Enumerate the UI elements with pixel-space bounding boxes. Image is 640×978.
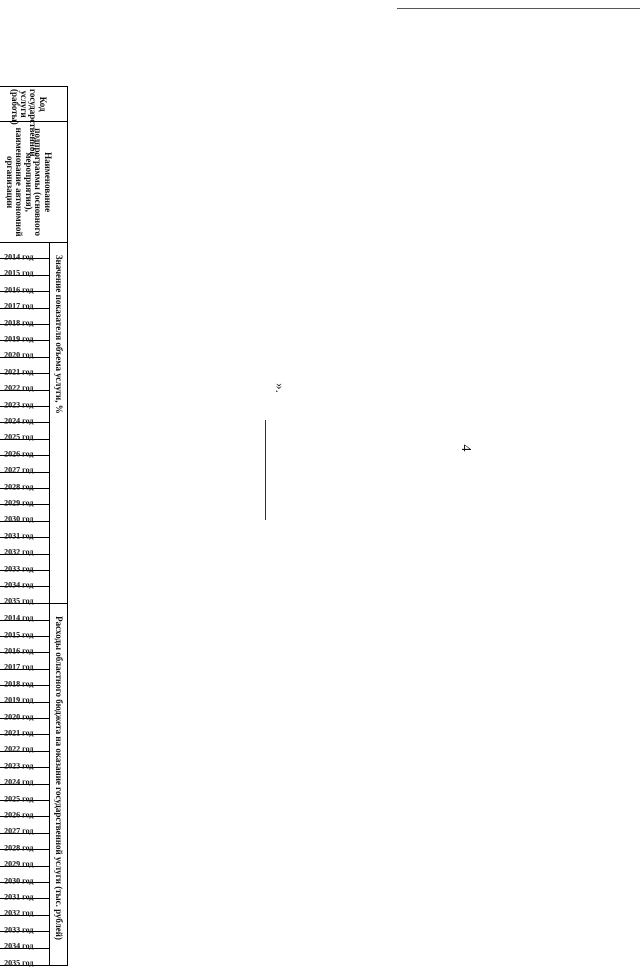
services-table [0, 86, 68, 966]
year-label: 2029 год [4, 498, 34, 508]
year-label: 2032 год [4, 908, 34, 918]
volume-year-header [0, 242, 50, 262]
year-label: 2035 год [4, 596, 34, 606]
year-label: 2031 год [4, 892, 34, 902]
year-label: 2033 год [4, 925, 34, 935]
year-label: 2020 год [4, 712, 34, 722]
year-label: 2032 год [4, 547, 34, 557]
year-label: 2024 год [4, 777, 34, 787]
year-label: 2027 год [4, 465, 34, 475]
header-volume-group: Значение показателя объема услуги, % [50, 242, 68, 603]
year-label: 2019 год [4, 334, 34, 344]
year-label: 2031 год [4, 531, 34, 541]
year-label: 2029 год [4, 859, 34, 869]
year-label: 2014 год [4, 252, 34, 262]
year-label: 2019 год [4, 695, 34, 705]
year-label: 2016 год [4, 285, 34, 295]
expense-year-header [0, 915, 50, 935]
year-label: 2024 год [4, 416, 34, 426]
year-label: 2023 год [4, 761, 34, 771]
year-label: 2030 год [4, 876, 34, 886]
year-label: 2026 год [4, 810, 34, 820]
year-label: 2035 год [4, 958, 34, 968]
year-label: 2016 год [4, 646, 34, 656]
year-label: 2017 год [4, 662, 34, 672]
year-label: 2021 год [4, 367, 34, 377]
header-name: Наименование подпрограммы (основного мероприятия), наименование автономной организации [0, 122, 68, 243]
end-rule [265, 420, 266, 520]
year-label: 2017 год [4, 301, 34, 311]
page-number: 4 [458, 444, 473, 452]
year-label: 2028 год [4, 482, 34, 492]
year-label: 2018 год [4, 679, 34, 689]
year-label: 2018 год [4, 317, 34, 327]
year-label: 2026 год [4, 449, 34, 459]
year-label: 2015 год [4, 630, 34, 640]
year-label: 2027 год [4, 826, 34, 836]
top-rule [397, 8, 640, 9]
year-label: 2025 год [4, 432, 34, 442]
year-label: 2028 год [4, 843, 34, 853]
year-label: 2025 год [4, 794, 34, 804]
year-label: 2022 год [4, 744, 34, 754]
header-expense-group: Расходы областного бюджета на оказание государственной услуги (тыс. рублей) [50, 604, 68, 966]
year-label: 2023 год [4, 399, 34, 409]
year-label: 2015 год [4, 268, 34, 278]
rotated-table-wrapper [0, 86, 68, 966]
year-label: 2020 год [4, 350, 34, 360]
year-label: 2022 год [4, 383, 34, 393]
end-mark: ». [273, 383, 288, 393]
year-label: 2034 год [4, 941, 34, 951]
year-label: 2030 год [4, 514, 34, 524]
year-label: 2033 год [4, 564, 34, 574]
year-label: 2034 год [4, 580, 34, 590]
year-label: 2014 год [4, 613, 34, 623]
year-label: 2021 год [4, 728, 34, 738]
expense-year-header [0, 604, 50, 623]
header-code: Код государственной услуги (работы) [0, 87, 68, 122]
